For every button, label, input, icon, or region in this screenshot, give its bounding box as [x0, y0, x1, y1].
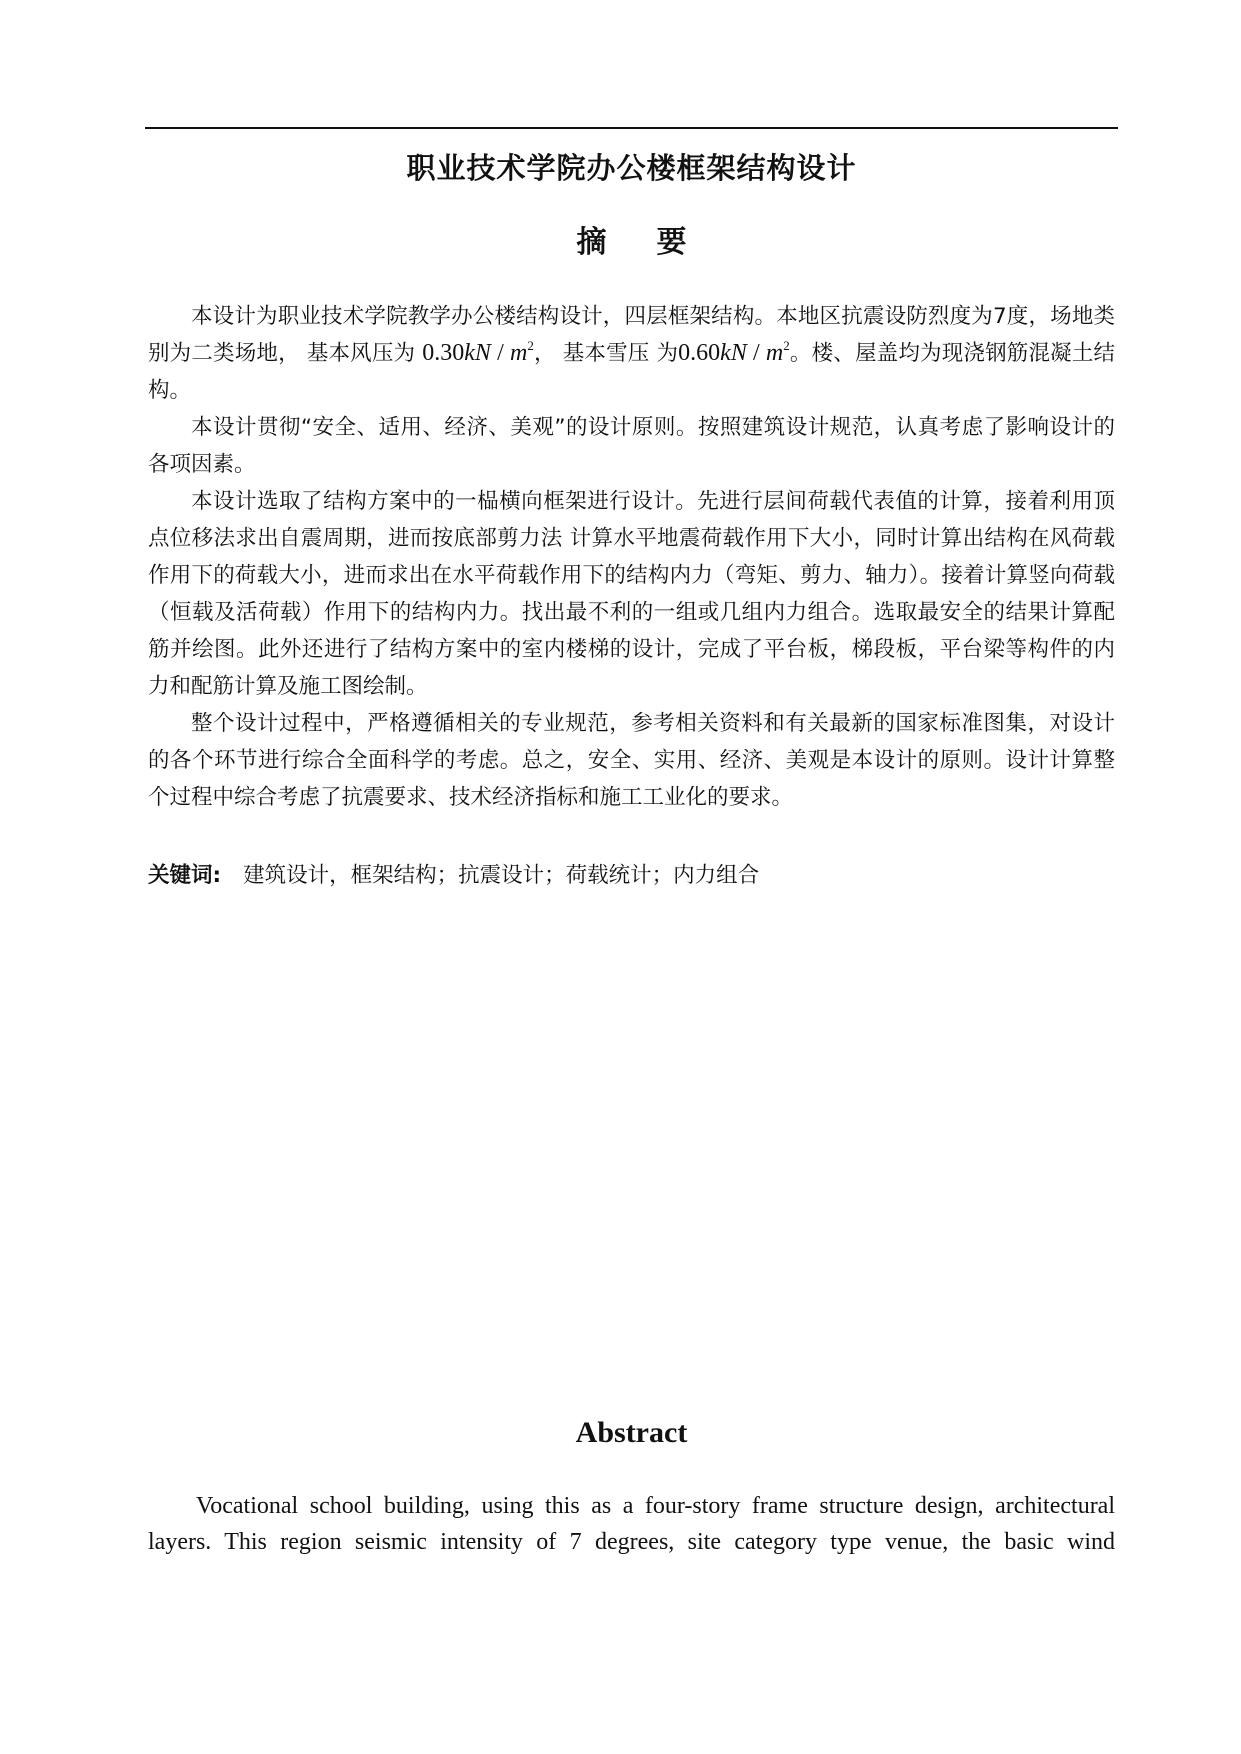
abstract-paragraph-1: 本设计为职业技术学院教学办公楼结构设计，四层框架结构。本地区抗震设防烈度为7度，场地类别为二类场地， 基本风压为 $0.30kN / m^2$， 基本雪压 为$0.60kN / m^2$。楼、屋盖均为现浇钢筋混凝土结构。 [148, 304, 1116, 403]
english-abstract-body [148, 1488, 1115, 1560]
keywords-label: 关键词: [148, 863, 222, 888]
english-abstract-paragraph: Vocational school building, using this as a four-story frame structure design, architectural layers. This region seismic intensity of 7 degrees, site category type venue, the basic wind [148, 1493, 1115, 1555]
abstract-paragraph-2: 本设计贯彻“安全、适用、经济、美观”的设计原则。按照建筑设计规范，认真考虑了影响设计的各项因素。 [148, 415, 1115, 477]
wind-pressure-value: $0.30kN / m^2$ [422, 338, 534, 366]
document-title: 职业技术学院办公楼框架结构设计 [406, 151, 857, 185]
chinese-abstract-heading: 摘要 [576, 225, 737, 260]
abstract-paragraph-3: 本设计选取了结构方案中的一榀横向框架进行设计。先进行层间荷载代表值的计算，接着利用顶点位移法求出自震周期，进而按底部剪力法 计算水平地震荷载作用下大小，同时计算出结构在风荷载作用下的荷载大小，进而求出在水平荷载作用下的结构内力（弯矩、剪力、轴力）。接着计算竖向荷载（恒载及活荷载）作用下的结构内力。找出最不利的一组或几组内力组合。选取最安全的结果计算配筋并绘图。此外还进行了结构方案中的室内楼梯的设计，完成了平台板，梯段板，平台梁等构件的内力和配筋计算及施工图绘制。 [148, 489, 1115, 699]
keywords-text: 建筑设计，框架结构；抗震设计；荷载统计；内力组合 [243, 863, 760, 888]
chinese-abstract-body [148, 298, 1115, 816]
snow-pressure-value: $0.60kN / m^2$ [678, 338, 790, 366]
english-abstract-heading: Abstract [575, 1416, 688, 1449]
keywords-line [148, 858, 1115, 894]
header-rule [145, 127, 1118, 129]
abstract-paragraph-4: 整个设计过程中，严格遵循相关的专业规范，参考相关资料和有关最新的国家标准图集，对设计的各个环节进行综合全面科学的考虑。总之，安全、实用、经济、美观是本设计的原则。设计计算整个过程中综合考虑了抗震要求、技术经济指标和施工工业化的要求。 [148, 711, 1115, 810]
